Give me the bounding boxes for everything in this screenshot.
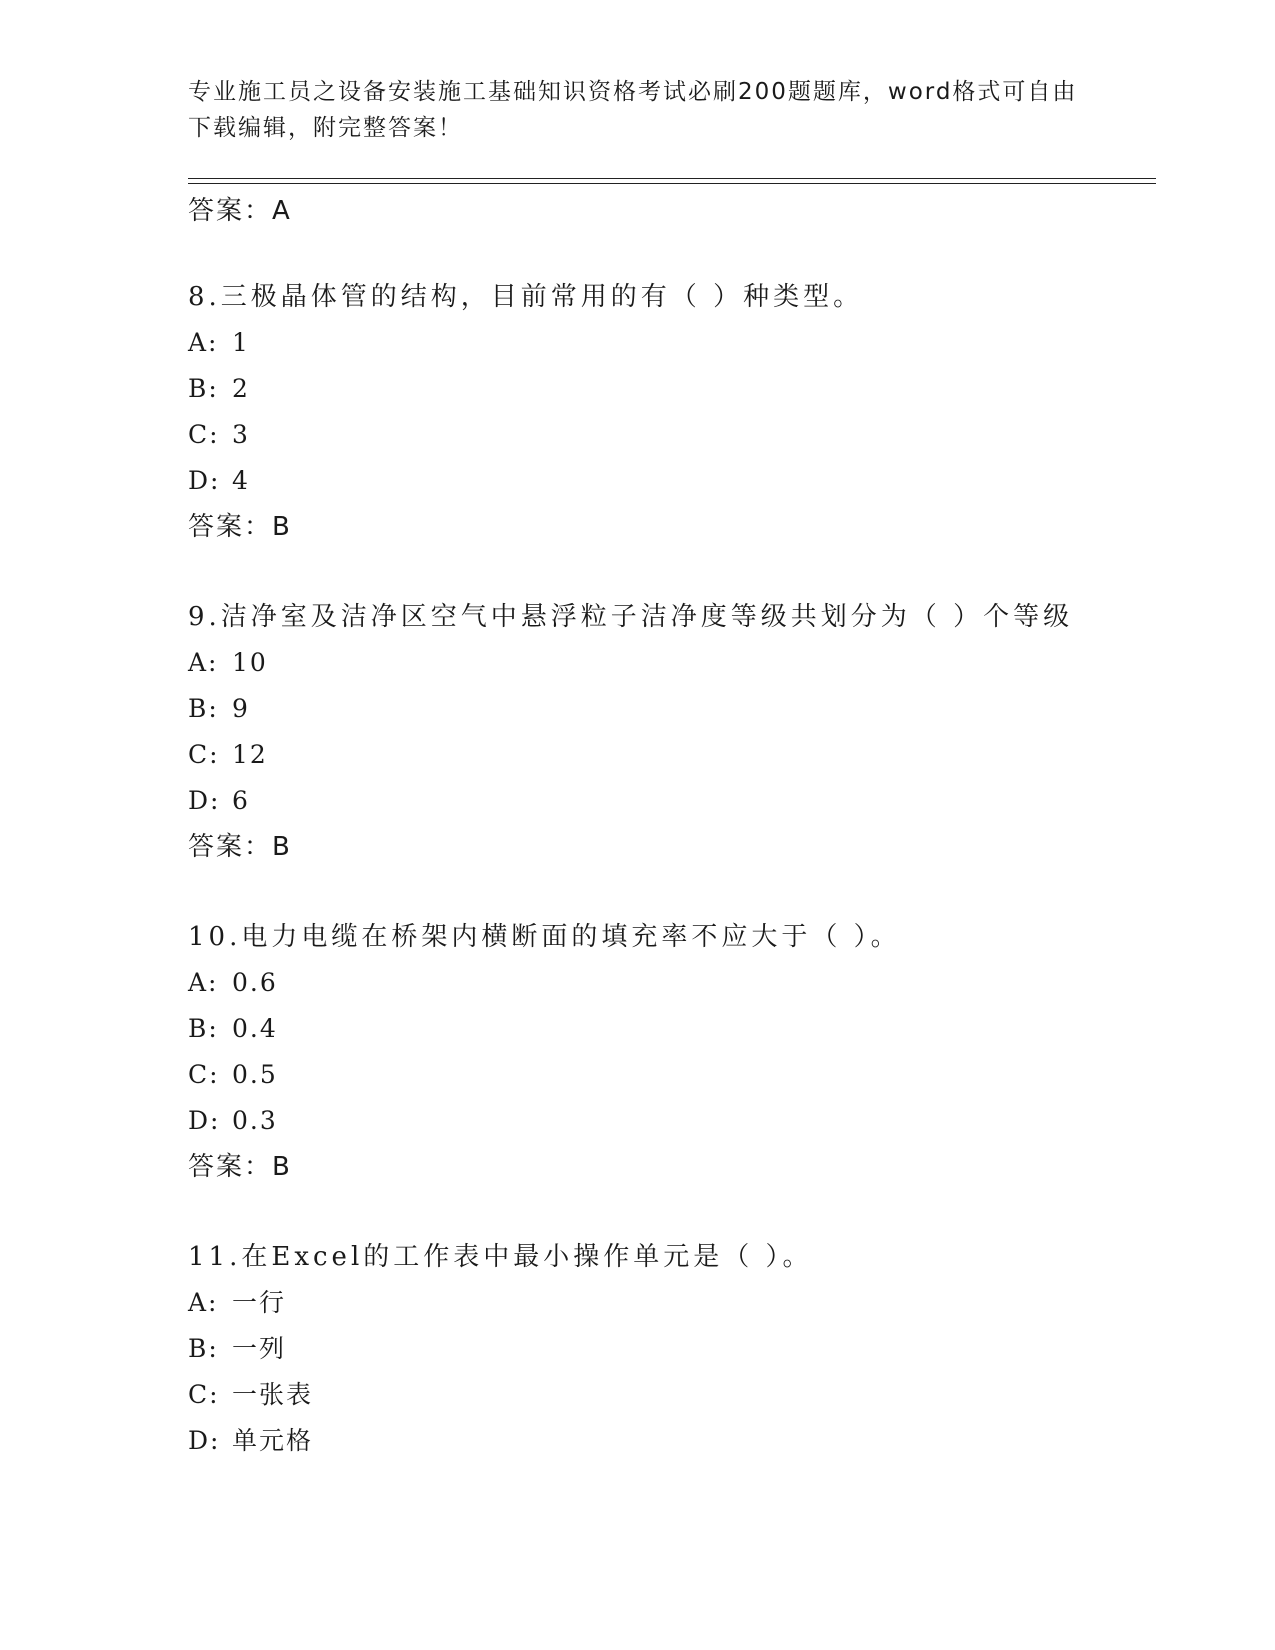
option-text: 0.5 <box>232 1060 278 1089</box>
answer-label: 答案：A <box>188 196 292 226</box>
option-d <box>188 461 863 507</box>
option-a <box>188 323 863 369</box>
option-text: 0.3 <box>232 1106 278 1135</box>
option-text: 一行 <box>232 1288 287 1317</box>
question-text: 11.在Excel的工作表中最小操作单元是（ ）。 <box>188 1242 813 1272</box>
option-letter: D: <box>188 1426 221 1455</box>
option-b <box>188 1329 813 1375</box>
question-8 <box>188 277 863 553</box>
header-line-1: 专业施工员之设备安装施工基础知识资格考试必刷200题题库，word格式可自由 <box>188 79 1078 105</box>
option-a <box>188 643 1073 689</box>
option-letter: C: <box>188 420 220 449</box>
option-c <box>188 1055 901 1101</box>
option-letter: A: <box>188 328 219 357</box>
option-letter: B: <box>188 374 219 403</box>
option-a <box>188 1283 813 1329</box>
option-c <box>188 1375 813 1421</box>
previous-answer-block <box>188 191 292 231</box>
option-text: 10 <box>232 648 268 677</box>
question-11 <box>188 1237 813 1467</box>
option-letter: D: <box>188 1106 221 1135</box>
question-9 <box>188 597 1073 873</box>
question-text: 9.洁净室及洁净区空气中悬浮粒子洁净度等级共划分为（ ）个等级 <box>188 602 1074 632</box>
option-letter: D: <box>188 786 221 815</box>
answer-label: 答案：B <box>188 832 292 862</box>
option-letter: A: <box>188 968 219 997</box>
option-text: 2 <box>232 374 250 403</box>
option-d <box>188 781 1073 827</box>
option-text: 一列 <box>232 1334 287 1363</box>
option-letter: A: <box>188 1288 219 1317</box>
option-text: 1 <box>232 328 250 357</box>
option-b <box>188 369 863 415</box>
question-10 <box>188 917 901 1193</box>
option-letter: D: <box>188 466 221 495</box>
option-letter: B: <box>188 1014 219 1043</box>
option-text: 6 <box>232 786 250 815</box>
option-letter: B: <box>188 694 219 723</box>
option-letter: B: <box>188 1334 219 1363</box>
option-c <box>188 735 1073 781</box>
header-divider-second <box>188 183 1156 184</box>
option-b <box>188 689 1073 735</box>
answer-label: 答案：B <box>188 512 292 542</box>
header-divider <box>188 178 1156 179</box>
option-text: 单元格 <box>232 1426 314 1455</box>
document-header <box>188 74 1088 146</box>
option-b <box>188 1009 901 1055</box>
header-line-2: 下载编辑，附完整答案！ <box>188 115 463 141</box>
option-letter: C: <box>188 1380 220 1409</box>
option-text: 9 <box>232 694 250 723</box>
option-c <box>188 415 863 461</box>
option-a <box>188 963 901 1009</box>
option-text: 0.4 <box>232 1014 278 1043</box>
option-text: 0.6 <box>232 968 278 997</box>
option-letter: C: <box>188 740 220 769</box>
question-text: 8.三极晶体管的结构，目前常用的有（ ）种类型。 <box>188 282 864 312</box>
option-text: 3 <box>232 420 250 449</box>
answer-label: 答案：B <box>188 1152 292 1182</box>
option-d <box>188 1101 901 1147</box>
option-letter: C: <box>188 1060 220 1089</box>
question-text: 10.电力电缆在桥架内横断面的填充率不应大于（ ）。 <box>188 922 901 952</box>
option-text: 12 <box>232 740 268 769</box>
option-text: 4 <box>232 466 250 495</box>
option-text: 一张表 <box>232 1380 314 1409</box>
option-d <box>188 1421 813 1467</box>
option-letter: A: <box>188 648 219 677</box>
